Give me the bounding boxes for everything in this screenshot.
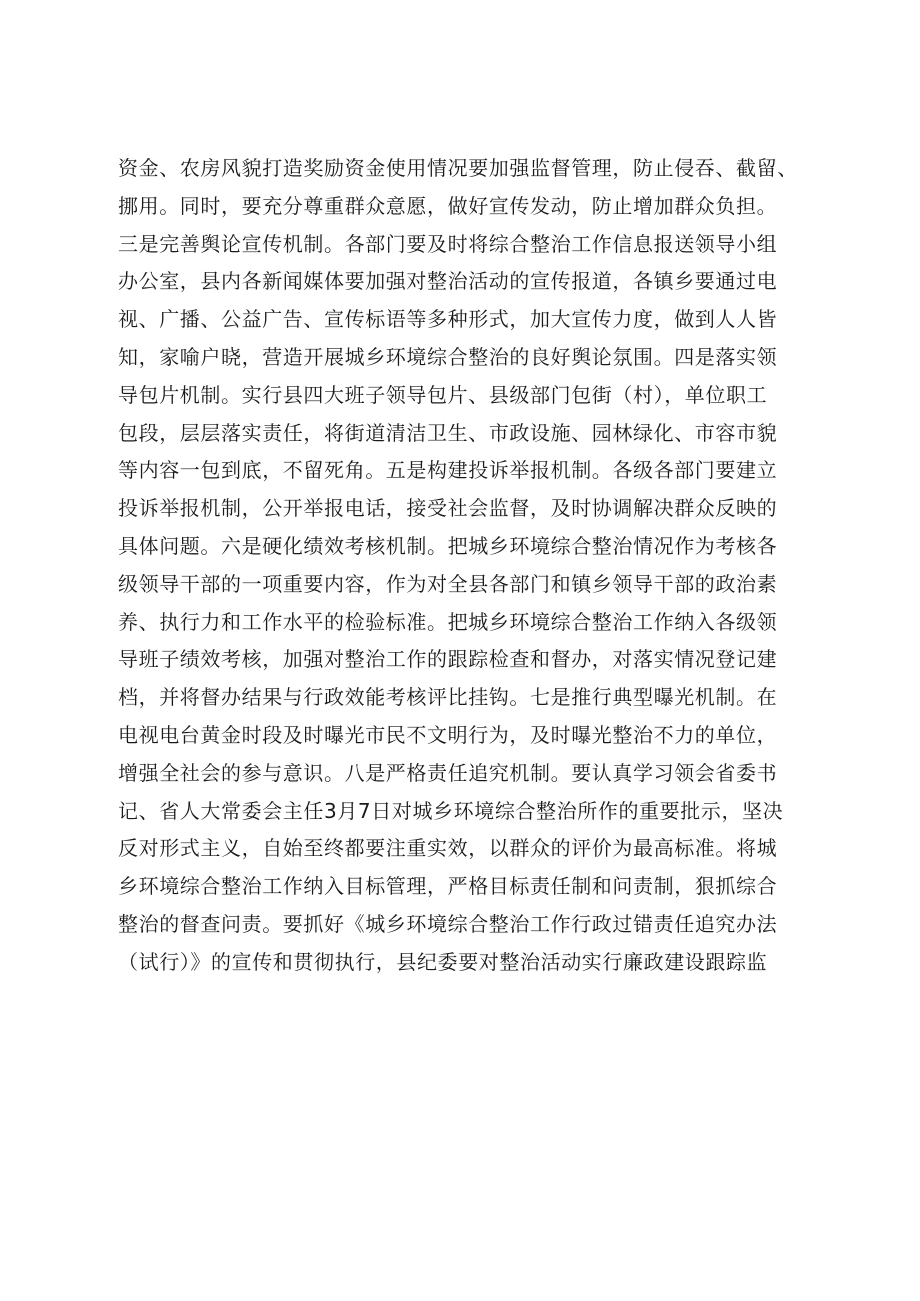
- text-line: 记、省人大常委会主任3月7日对城乡环境综合整治所作的重要批示，坚决: [118, 798, 784, 823]
- text-line: 级领导干部的一项重要内容，作为对全县各部门和镇乡领导干部的政治素: [118, 571, 778, 596]
- text-line: 反对形式主义，自始至终都要注重实效，以群众的评价为最高标准。将城: [118, 836, 778, 861]
- text-line: 包段，层层落实责任，将街道清洁卫生、市政设施、园林绿化、市容市貌: [118, 420, 778, 445]
- text-line: 整治的督查问责。要抓好《城乡环境综合整治工作行政过错责任追究办法: [118, 911, 778, 936]
- text-line: 养、执行力和工作水平的检验标准。把城乡环境综合整治工作纳入各级领: [118, 609, 778, 634]
- text-line: 具体问题。六是硬化绩效考核机制。把城乡环境综合整治情况作为考核各: [118, 533, 778, 558]
- text-line: 导包片机制。实行县四大班子领导包片、县级部门包街（村），单位职工: [118, 382, 768, 407]
- text-line: 电视电台黄金时段及时曝光市民不文明行为，及时曝光整治不力的单位，: [118, 722, 778, 747]
- text-line: 乡环境综合整治工作纳入目标管理，严格目标责任制和问责制，狠抓综合: [118, 874, 778, 899]
- text-line: （试行）》的宣传和贯彻执行，县纪委要对整治活动实行廉政建设跟踪监: [118, 949, 768, 974]
- text-line: 办公室，县内各新闻媒体要加强对整治活动的宣传报道，各镇乡要通过电: [118, 269, 778, 294]
- text-line: 投诉举报机制，公开举报电话，接受社会监督，及时协调解决群众反映的: [118, 496, 778, 521]
- text-line: 导班子绩效考核，加强对整治工作的跟踪检查和督办，对落实情况登记建: [118, 647, 778, 672]
- text-line: 资金、农房风貌打造奖励资金使用情况要加强监督管理，防止侵吞、截留、: [118, 156, 798, 180]
- text-line: 等内容一包到底，不留死角。五是构建投诉举报机制。各级各部门要建立: [118, 458, 778, 483]
- text-line: 知，家喻户晓，营造开展城乡环境综合整治的良好舆论氛围。四是落实领: [118, 344, 778, 369]
- text-line: 三是完善舆论宣传机制。各部门要及时将综合整治工作信息报送领导小组: [118, 231, 778, 256]
- text-line: 视、广播、公益广告、宣传标语等多种形式，加大宣传力度，做到人人皆: [118, 307, 778, 332]
- text-line: 档，并将督办结果与行政效能考核评比挂钩。七是推行典型曝光机制。在: [118, 685, 778, 710]
- body-text: [118, 150, 838, 982]
- text-line: 增强全社会的参与意识。八是严格责任追究机制。要认真学习领会省委书: [118, 760, 778, 785]
- text-line: 挪用。同时，要充分尊重群众意愿，做好宣传发动，防止增加群众负担。: [118, 193, 778, 218]
